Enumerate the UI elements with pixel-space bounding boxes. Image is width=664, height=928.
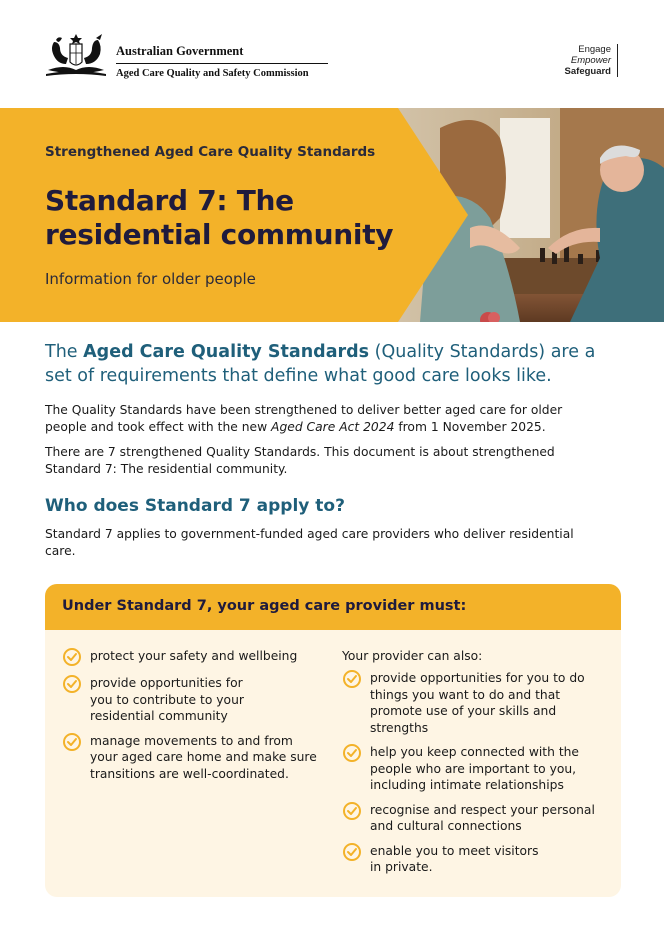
hero-section [0,108,664,322]
list-item-text: manage movements to and from your aged care home and make sure transitions are well-coordinated. [90,733,317,781]
list-item-text: protect your safety and wellbeing [90,649,298,663]
list-item-text: help you keep connected with the people who are important to you, including intimate relationships [370,745,579,792]
also-list [342,648,612,884]
check-circle-icon [342,801,362,821]
lead-bold: Aged Care Quality Standards [83,342,370,362]
check-circle-icon [62,732,82,752]
tagline-safeguard: Safeguard [564,66,611,77]
must-list [62,648,322,790]
tagline-engage: Engage [578,44,611,55]
intro-paragraph-2: There are 7 strengthened Quality Standards. This document is about strengthened Standard 7: The residential community. [45,445,555,476]
title-line-2: residential community [45,218,394,251]
divider [116,63,328,64]
check-circle-icon [62,647,82,667]
tagline-empower: Empower [570,55,611,66]
list-item [342,670,612,736]
lead-post: (Quality Standards) are a set of requirements that define what good care looks like. [45,342,596,386]
list-item [62,675,322,725]
intro-paragraph-1 [45,402,605,436]
act-name: Aged Care Act 2024 [271,420,395,434]
p1-post: from 1 November 2025. [394,420,546,434]
title-line-1: Standard 7: The [45,184,294,217]
page-title [45,184,393,252]
who-text: Standard 7 applies to government-funded aged care providers who deliver residential care. [45,527,574,558]
also-label: Your provider can also: [342,649,483,663]
list-item-text: recognise and respect your personal and cultural connections [370,802,595,833]
list-item [62,733,322,783]
tagline [565,44,618,77]
list-item [62,648,322,667]
government-name: Australian Government [116,44,244,58]
check-circle-icon [342,743,362,763]
lead-pre: The [45,342,84,362]
list-item-text: provide opportunities for you to contribute to your residential community [90,676,244,723]
list-item-text: enable you to meet visitors in private. [370,843,539,874]
page-header [0,0,664,108]
commission-name: Aged Care Quality and Safety Commission [116,68,309,79]
list-item [342,802,612,835]
government-identifier [116,44,328,79]
list-item [342,744,612,794]
who-heading: Who does Standard 7 apply to? [45,496,345,516]
list-item [342,843,612,876]
coat-of-arms-icon [44,34,108,80]
check-circle-icon [342,669,362,689]
hero-audience: Information for older people [45,270,256,288]
list-item-text: provide opportunities for you to do things you want to do and that promote use of your skills and strengths [370,671,585,735]
hero-subtitle: Strengthened Aged Care Quality Standards [45,144,376,160]
lead-paragraph [45,340,625,388]
check-circle-icon [342,842,362,862]
standard-requirements-box [45,584,621,897]
check-circle-icon [62,674,82,694]
p1-pre: The Quality Standards have been strengthened to deliver better aged care for older people and took effect with the new [45,403,563,434]
box-heading: Under Standard 7, your aged care provider must: [45,584,621,630]
